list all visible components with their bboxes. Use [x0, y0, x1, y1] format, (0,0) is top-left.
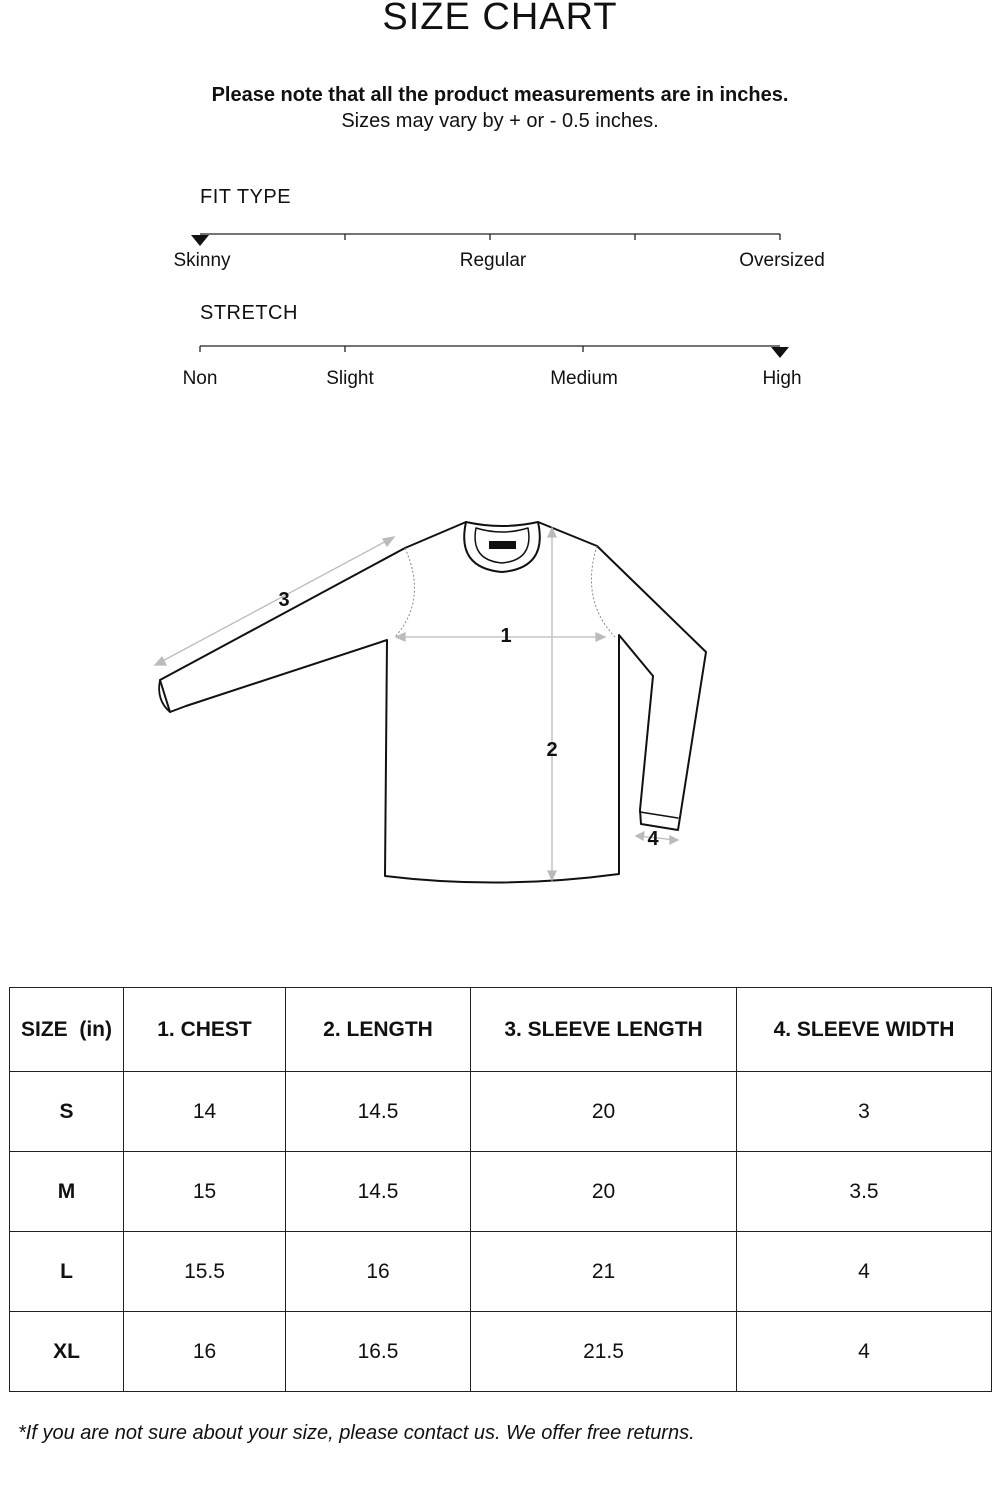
length-number-label: 2: [546, 739, 558, 761]
length-cell: 14.5: [286, 1072, 471, 1152]
stretch-heading: STRETCH: [200, 302, 298, 324]
chest-cell: 15: [124, 1152, 286, 1232]
sleeve-width-cell: 3: [737, 1072, 992, 1152]
fit-type-label-skinny: Skinny: [173, 250, 231, 271]
size-cell: L: [10, 1232, 124, 1312]
footnote: *If you are not sure about your size, please contact us. We offer free returns.: [18, 1422, 695, 1444]
size-cell: M: [10, 1152, 124, 1232]
table-header-row: [10, 988, 992, 1072]
length-cell: 16.5: [286, 1312, 471, 1392]
stretch-marker: [771, 347, 789, 358]
size-table: [9, 987, 992, 1392]
sweater-diagram: [159, 522, 706, 883]
page-title: SIZE CHART: [382, 0, 618, 38]
table-row: [10, 1232, 992, 1312]
sleeve-length-number-label: 3: [278, 589, 290, 611]
sleeve-width-cell: 4: [737, 1232, 992, 1312]
stretch-label-high: High: [762, 368, 802, 389]
sleeve-width-cell: 4: [737, 1312, 992, 1392]
table-row: [10, 1072, 992, 1152]
sleeve-length-cell: 20: [471, 1072, 737, 1152]
header-sleeve-width: 4. SLEEVE WIDTH: [737, 988, 992, 1072]
variance-note: Sizes may vary by + or - 0.5 inches.: [341, 110, 659, 132]
sleeve-length-cell: 21: [471, 1232, 737, 1312]
chest-cell: 14: [124, 1072, 286, 1152]
stretch-scale: [200, 346, 789, 358]
header-length: 2. LENGTH: [286, 988, 471, 1072]
stretch-label-non: Non: [182, 368, 218, 389]
fit-type-heading: FIT TYPE: [200, 186, 292, 208]
stretch-label-slight: Slight: [326, 368, 374, 389]
fit-type-label-oversized: Oversized: [739, 250, 825, 271]
size-cell: S: [10, 1072, 124, 1152]
length-cell: 14.5: [286, 1152, 471, 1232]
chest-number-label: 1: [500, 625, 512, 647]
fit-type-label-regular: Regular: [459, 250, 527, 271]
sleeve-width-cell: 3.5: [737, 1152, 992, 1232]
fit-type-marker: [191, 235, 209, 246]
sleeve-length-cell: 21.5: [471, 1312, 737, 1392]
header-size: SIZE (in): [10, 988, 124, 1072]
neck-tag: [489, 541, 516, 549]
header-sleeve-length: 3. SLEEVE LENGTH: [471, 988, 737, 1072]
chest-cell: 16: [124, 1312, 286, 1392]
armhole-seams: [395, 546, 615, 637]
length-cell: 16: [286, 1232, 471, 1312]
size-cell: XL: [10, 1312, 124, 1392]
sleeve-length-cell: 20: [471, 1152, 737, 1232]
chest-cell: 15.5: [124, 1232, 286, 1312]
table-row: [10, 1152, 992, 1232]
sleeve-width-number-label: 4: [647, 828, 659, 850]
header-chest: 1. CHEST: [124, 988, 286, 1072]
fit-type-scale: [191, 234, 780, 246]
measurement-note: Please note that all the product measurements are in inches.: [211, 84, 789, 106]
sweater-outline: [160, 522, 706, 883]
table-row: [10, 1312, 992, 1392]
stretch-label-medium: Medium: [550, 368, 618, 389]
measurement-arrows: [155, 528, 678, 880]
